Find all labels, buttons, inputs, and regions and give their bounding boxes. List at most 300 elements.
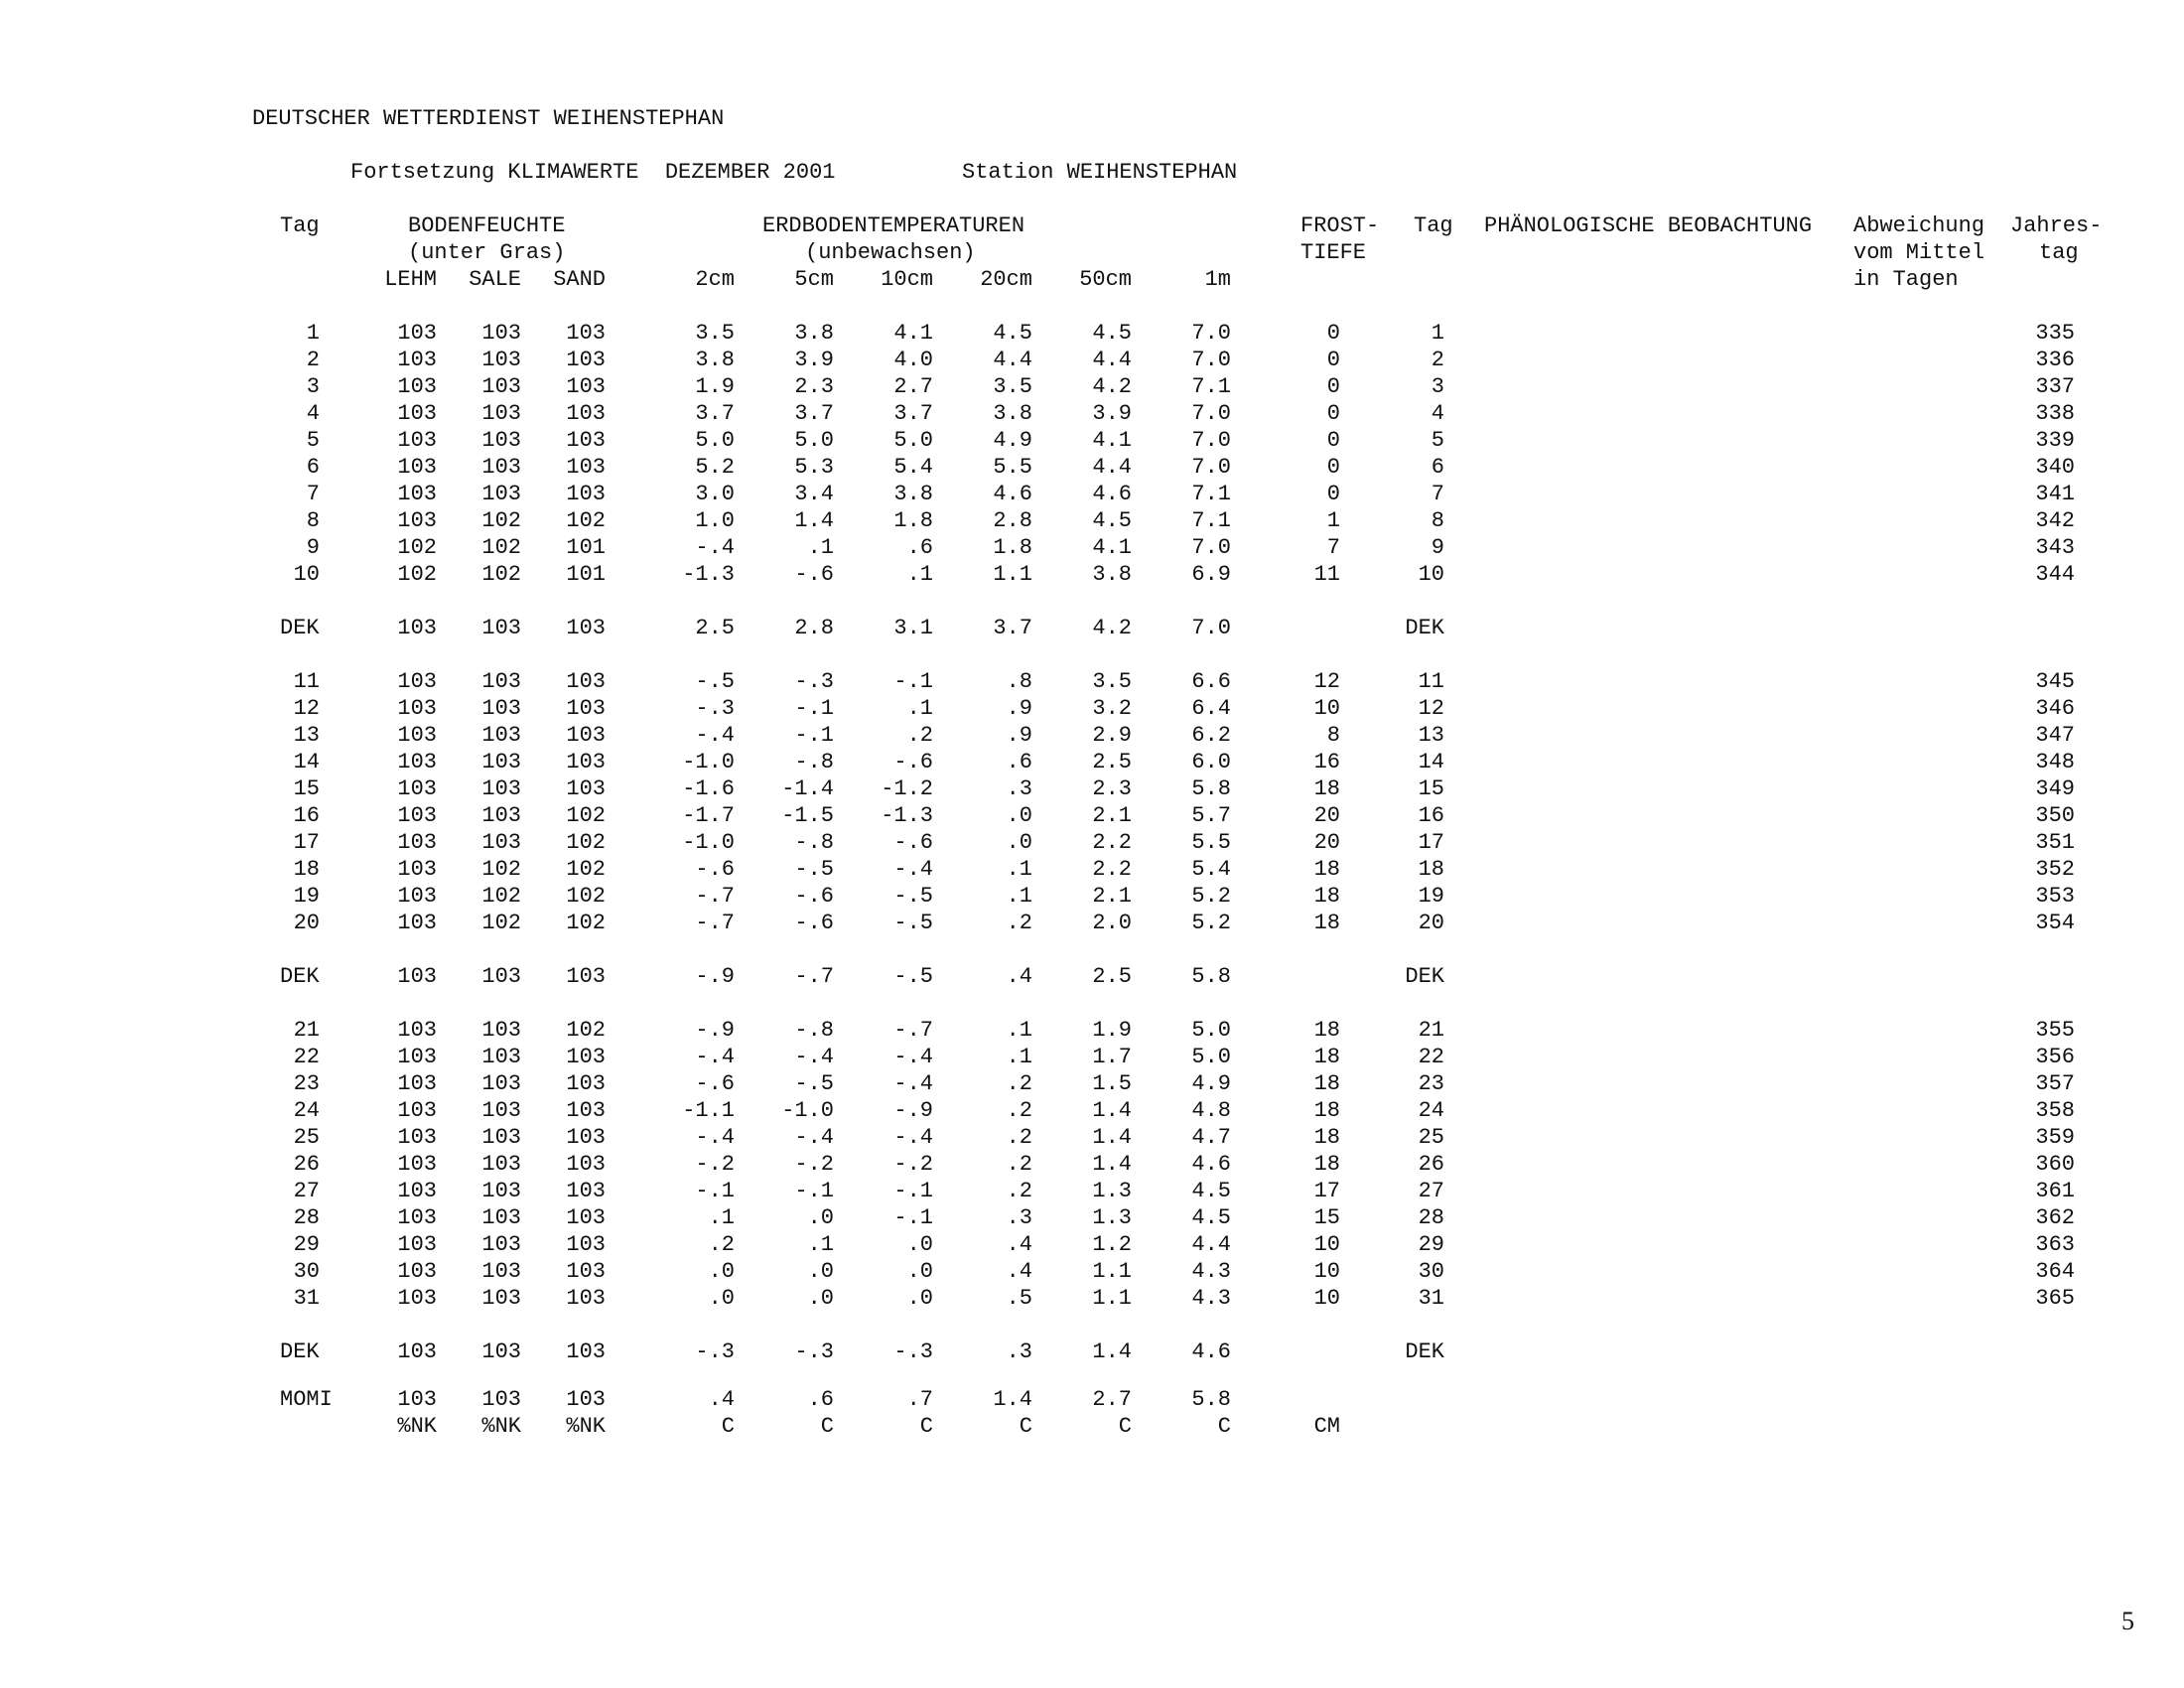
cell-t5cm: -.3 [794, 669, 834, 694]
cell-t10cm: -.4 [893, 1045, 933, 1069]
cell-sale: 103 [481, 964, 521, 989]
cell-t5cm: .0 [807, 1286, 834, 1311]
cell-t2cm: 1.0 [695, 508, 735, 533]
cell-t50cm: 4.5 [1092, 508, 1132, 533]
cell-t10cm: .6 [906, 535, 933, 560]
cell-t20cm: 3.7 [993, 616, 1032, 640]
cell-sale: 103 [481, 1152, 521, 1177]
cell-tag2: DEK [1405, 616, 1444, 640]
cell-tag2: 6 [1431, 455, 1444, 480]
cell-tag: 26 [293, 1152, 320, 1177]
cell-tag: DEK [280, 1339, 320, 1364]
cell-jahrestag: 362 [2035, 1205, 2075, 1230]
cell-lehm: 103 [397, 803, 437, 828]
cell-t1m: 4.8 [1191, 1098, 1231, 1123]
cell-jahrestag: 358 [2035, 1098, 2075, 1123]
cell-tag: 15 [293, 776, 320, 801]
cell-t5cm: 2.3 [794, 374, 834, 399]
cell-t2cm: .0 [708, 1259, 735, 1284]
cell-t10cm: -.7 [893, 1018, 933, 1043]
cell-jahrestag: 356 [2035, 1045, 2075, 1069]
cell-tag2: 28 [1418, 1205, 1444, 1230]
table-row [0, 856, 2184, 883]
momi-t1m: 5.8 [1191, 1387, 1231, 1412]
cell-jahrestag: 342 [2035, 508, 2075, 533]
cell-sand: 102 [566, 1018, 606, 1043]
cell-frosttiefe: 0 [1326, 401, 1340, 426]
cell-jahrestag: 346 [2035, 696, 2075, 721]
cell-jahrestag: 364 [2035, 1259, 2075, 1284]
cell-t2cm: 3.5 [695, 321, 735, 346]
cell-lehm: 103 [397, 1125, 437, 1150]
col-unter-gras: (unter Gras) [408, 240, 566, 265]
unit-sale: %NK [481, 1414, 521, 1439]
cell-jahrestag: 365 [2035, 1286, 2075, 1311]
momi-t20cm: 1.4 [993, 1387, 1032, 1412]
cell-tag2: 22 [1418, 1045, 1444, 1069]
cell-tag: DEK [280, 964, 320, 989]
cell-sand: 103 [566, 964, 606, 989]
table-row [0, 722, 2184, 749]
table-row [0, 1178, 2184, 1204]
cell-t1m: 7.0 [1191, 321, 1231, 346]
cell-lehm: 103 [397, 1179, 437, 1203]
col-vom-mittel: vom Mittel [1853, 240, 1985, 265]
cell-lehm: 103 [397, 857, 437, 882]
cell-tag: 12 [293, 696, 320, 721]
cell-tag: 3 [306, 374, 320, 399]
cell-t20cm: 5.5 [993, 455, 1032, 480]
cell-t2cm: 2.5 [695, 616, 735, 640]
cell-jahrestag: 343 [2035, 535, 2075, 560]
cell-sand: 102 [566, 857, 606, 882]
cell-t2cm: 1.9 [695, 374, 735, 399]
cell-sale: 102 [481, 562, 521, 587]
cell-t1m: 7.1 [1191, 482, 1231, 506]
cell-t1m: 6.9 [1191, 562, 1231, 587]
cell-t10cm: 2.7 [893, 374, 933, 399]
cell-t50cm: 1.4 [1092, 1152, 1132, 1177]
cell-t10cm: -.4 [893, 857, 933, 882]
table-row [0, 668, 2184, 695]
cell-t5cm: -.8 [794, 1018, 834, 1043]
unit-t20cm: C [1019, 1414, 1032, 1439]
cell-frosttiefe: 18 [1313, 884, 1340, 909]
cell-sale: 103 [481, 1286, 521, 1311]
cell-frosttiefe: 17 [1313, 1179, 1340, 1203]
cell-frosttiefe: 18 [1313, 1098, 1340, 1123]
cell-t10cm: 4.1 [893, 321, 933, 346]
cell-lehm: 103 [397, 401, 437, 426]
table-row [0, 695, 2184, 722]
cell-t20cm: .2 [1006, 1071, 1032, 1096]
cell-t20cm: .2 [1006, 1125, 1032, 1150]
cell-t5cm: 1.4 [794, 508, 834, 533]
cell-t20cm: 1.1 [993, 562, 1032, 587]
cell-sand: 103 [566, 723, 606, 748]
table-row [0, 534, 2184, 561]
cell-t10cm: .1 [906, 562, 933, 587]
cell-t5cm: 5.3 [794, 455, 834, 480]
cell-t50cm: 4.2 [1092, 616, 1132, 640]
unit-lehm: %NK [397, 1414, 437, 1439]
cell-t1m: 5.7 [1191, 803, 1231, 828]
cell-t5cm: .0 [807, 1259, 834, 1284]
cell-tag2: 10 [1418, 562, 1444, 587]
col-5cm: 5cm [794, 267, 834, 292]
column-header-line-1 [0, 212, 2184, 239]
cell-t2cm: .0 [708, 1286, 735, 1311]
cell-t1m: 7.0 [1191, 455, 1231, 480]
cell-frosttiefe: 15 [1313, 1205, 1340, 1230]
table-row [0, 481, 2184, 507]
cell-tag2: 17 [1418, 830, 1444, 855]
cell-t1m: 4.9 [1191, 1071, 1231, 1096]
table-row [0, 802, 2184, 829]
cell-t5cm: 3.9 [794, 348, 834, 372]
cell-tag: 16 [293, 803, 320, 828]
cell-t1m: 4.3 [1191, 1259, 1231, 1284]
cell-sand: 103 [566, 1098, 606, 1123]
cell-t5cm: -.4 [794, 1045, 834, 1069]
cell-t20cm: .4 [1006, 964, 1032, 989]
cell-tag: 18 [293, 857, 320, 882]
unit-sand: %NK [566, 1414, 606, 1439]
column-header-line-2 [0, 239, 2184, 266]
cell-sand: 103 [566, 776, 606, 801]
cell-t50cm: 1.4 [1092, 1125, 1132, 1150]
cell-tag2: 11 [1418, 669, 1444, 694]
cell-t5cm: 3.8 [794, 321, 834, 346]
cell-t5cm: -.1 [794, 696, 834, 721]
cell-lehm: 103 [397, 669, 437, 694]
cell-t2cm: -1.6 [682, 776, 735, 801]
cell-sand: 103 [566, 669, 606, 694]
cell-tag: 24 [293, 1098, 320, 1123]
cell-lehm: 103 [397, 616, 437, 640]
cell-t2cm: -1.7 [682, 803, 735, 828]
cell-lehm: 103 [397, 911, 437, 935]
cell-sale: 103 [481, 830, 521, 855]
cell-sale: 103 [481, 1098, 521, 1123]
cell-frosttiefe: 10 [1313, 696, 1340, 721]
cell-t20cm: .3 [1006, 776, 1032, 801]
col-phaenologische-beobachtung: PHÄNOLOGISCHE BEOBACHTUNG [1484, 213, 1813, 238]
cell-tag: 14 [293, 750, 320, 774]
cell-sale: 103 [481, 1232, 521, 1257]
cell-tag: 9 [306, 535, 320, 560]
cell-t2cm: -.4 [695, 1045, 735, 1069]
cell-t50cm: 2.1 [1092, 803, 1132, 828]
cell-sand: 103 [566, 321, 606, 346]
cell-t5cm: -.6 [794, 884, 834, 909]
cell-sand: 103 [566, 1071, 606, 1096]
cell-t10cm: -.6 [893, 750, 933, 774]
cell-tag2: 3 [1431, 374, 1444, 399]
cell-t20cm: .2 [1006, 1179, 1032, 1203]
cell-frosttiefe: 20 [1313, 803, 1340, 828]
cell-tag2: 23 [1418, 1071, 1444, 1096]
cell-tag2: 24 [1418, 1098, 1444, 1123]
cell-tag: 8 [306, 508, 320, 533]
cell-t10cm: .0 [906, 1286, 933, 1311]
cell-t2cm: -.5 [695, 669, 735, 694]
cell-t20cm: 3.8 [993, 401, 1032, 426]
cell-t50cm: 4.1 [1092, 428, 1132, 453]
cell-t1m: 5.4 [1191, 857, 1231, 882]
cell-t5cm: 3.7 [794, 401, 834, 426]
cell-t5cm: -.6 [794, 911, 834, 935]
cell-tag: 13 [293, 723, 320, 748]
cell-frosttiefe: 12 [1313, 669, 1340, 694]
cell-t10cm: -.1 [893, 1205, 933, 1230]
cell-tag2: 29 [1418, 1232, 1444, 1257]
col-1m: 1m [1204, 267, 1231, 292]
cell-t1m: 6.4 [1191, 696, 1231, 721]
col-20cm: 20cm [980, 267, 1032, 292]
cell-t1m: 4.6 [1191, 1339, 1231, 1364]
cell-t10cm: 5.0 [893, 428, 933, 453]
cell-jahrestag: 354 [2035, 911, 2075, 935]
cell-t20cm: .4 [1006, 1259, 1032, 1284]
cell-jahrestag: 344 [2035, 562, 2075, 587]
cell-tag2: 27 [1418, 1179, 1444, 1203]
cell-t2cm: -1.0 [682, 830, 735, 855]
cell-sand: 103 [566, 482, 606, 506]
cell-sale: 103 [481, 1259, 521, 1284]
cell-t2cm: -.7 [695, 911, 735, 935]
cell-t10cm: -.4 [893, 1071, 933, 1096]
cell-t10cm: -.2 [893, 1152, 933, 1177]
cell-t5cm: -.2 [794, 1152, 834, 1177]
cell-sale: 103 [481, 374, 521, 399]
cell-frosttiefe: 16 [1313, 750, 1340, 774]
cell-sand: 103 [566, 1125, 606, 1150]
cell-t1m: 4.6 [1191, 1152, 1231, 1177]
cell-t1m: 5.2 [1191, 884, 1231, 909]
cell-t50cm: 1.3 [1092, 1179, 1132, 1203]
cell-t10cm: -.5 [893, 911, 933, 935]
cell-t20cm: .3 [1006, 1339, 1032, 1364]
col-2cm: 2cm [695, 267, 735, 292]
table-row [0, 883, 2184, 910]
table-row [0, 373, 2184, 400]
unit-t50cm: C [1118, 1414, 1132, 1439]
cell-t10cm: -.3 [893, 1339, 933, 1364]
cell-t5cm: 3.4 [794, 482, 834, 506]
cell-lehm: 103 [397, 1259, 437, 1284]
cell-sand: 103 [566, 616, 606, 640]
cell-lehm: 102 [397, 535, 437, 560]
cell-tag: 5 [306, 428, 320, 453]
dekade-summary-row [0, 963, 2184, 990]
cell-t1m: 4.5 [1191, 1205, 1231, 1230]
cell-t10cm: -.5 [893, 964, 933, 989]
col-bodenfeuchte: BODENFEUCHTE [408, 213, 566, 238]
cell-lehm: 103 [397, 374, 437, 399]
cell-t10cm: -1.3 [881, 803, 933, 828]
cell-lehm: 103 [397, 1205, 437, 1230]
cell-jahrestag: 340 [2035, 455, 2075, 480]
cell-t20cm: 4.4 [993, 348, 1032, 372]
cell-sale: 103 [481, 1125, 521, 1150]
cell-jahrestag: 341 [2035, 482, 2075, 506]
cell-jahrestag: 335 [2035, 321, 2075, 346]
cell-t5cm: -.3 [794, 1339, 834, 1364]
table-row [0, 1258, 2184, 1285]
cell-jahrestag: 339 [2035, 428, 2075, 453]
cell-t2cm: .1 [708, 1205, 735, 1230]
cell-t5cm: -.1 [794, 1179, 834, 1203]
cell-jahrestag: 355 [2035, 1018, 2075, 1043]
cell-frosttiefe: 10 [1313, 1232, 1340, 1257]
cell-sand: 101 [566, 535, 606, 560]
cell-t10cm: -.4 [893, 1125, 933, 1150]
momi-label: MOMI [280, 1387, 333, 1412]
cell-t50cm: 4.4 [1092, 348, 1132, 372]
cell-t2cm: -.6 [695, 857, 735, 882]
cell-jahrestag: 350 [2035, 803, 2075, 828]
cell-tag2: 4 [1431, 401, 1444, 426]
cell-lehm: 103 [397, 723, 437, 748]
cell-tag2: 7 [1431, 482, 1444, 506]
cell-sand: 103 [566, 1259, 606, 1284]
cell-t5cm: .0 [807, 1205, 834, 1230]
cell-t20cm: 4.6 [993, 482, 1032, 506]
cell-tag2: 13 [1418, 723, 1444, 748]
cell-lehm: 103 [397, 508, 437, 533]
cell-sale: 103 [481, 1071, 521, 1096]
cell-t50cm: 2.2 [1092, 857, 1132, 882]
cell-lehm: 103 [397, 1045, 437, 1069]
cell-t2cm: -.9 [695, 964, 735, 989]
cell-t20cm: 4.5 [993, 321, 1032, 346]
cell-t10cm: 3.7 [893, 401, 933, 426]
cell-jahrestag: 338 [2035, 401, 2075, 426]
cell-t10cm: 5.4 [893, 455, 933, 480]
station-name: Station WEIHENSTEPHAN [962, 160, 1238, 185]
cell-t50cm: 1.4 [1092, 1098, 1132, 1123]
cell-jahrestag: 347 [2035, 723, 2075, 748]
cell-jahrestag: 359 [2035, 1125, 2075, 1150]
cell-t2cm: -.3 [695, 1339, 735, 1364]
cell-frosttiefe: 18 [1313, 1045, 1340, 1069]
report-subtitle: Fortsetzung KLIMAWERTE DEZEMBER 2001 [350, 160, 836, 185]
momi-row [0, 1386, 2184, 1413]
cell-sale: 102 [481, 535, 521, 560]
col-50cm: 50cm [1079, 267, 1132, 292]
cell-t20cm: .3 [1006, 1205, 1032, 1230]
cell-t2cm: -.3 [695, 696, 735, 721]
cell-t1m: 4.5 [1191, 1179, 1231, 1203]
cell-t20cm: .9 [1006, 696, 1032, 721]
cell-frosttiefe: 10 [1313, 1259, 1340, 1284]
cell-t50cm: 1.1 [1092, 1259, 1132, 1284]
cell-sand: 103 [566, 428, 606, 453]
cell-t50cm: 4.5 [1092, 321, 1132, 346]
col-tag-2: Tag [1414, 213, 1453, 238]
cell-tag: 27 [293, 1179, 320, 1203]
momi-t10cm: .7 [906, 1387, 933, 1412]
table-row [0, 561, 2184, 588]
cell-lehm: 103 [397, 1018, 437, 1043]
cell-t5cm: 2.8 [794, 616, 834, 640]
cell-t1m: 7.0 [1191, 401, 1231, 426]
cell-t50cm: 3.9 [1092, 401, 1132, 426]
cell-frosttiefe: 18 [1313, 1152, 1340, 1177]
cell-t50cm: 4.6 [1092, 482, 1132, 506]
cell-frosttiefe: 0 [1326, 455, 1340, 480]
cell-t5cm: -.4 [794, 1125, 834, 1150]
cell-frosttiefe: 7 [1326, 535, 1340, 560]
cell-tag2: 30 [1418, 1259, 1444, 1284]
col-unbewachsen: (unbewachsen) [805, 240, 976, 265]
cell-t20cm: 4.9 [993, 428, 1032, 453]
cell-sale: 103 [481, 1339, 521, 1364]
cell-tag: 11 [293, 669, 320, 694]
momi-t50cm: 2.7 [1092, 1387, 1132, 1412]
cell-t50cm: 3.2 [1092, 696, 1132, 721]
cell-t50cm: 1.5 [1092, 1071, 1132, 1096]
cell-t50cm: 2.0 [1092, 911, 1132, 935]
cell-lehm: 103 [397, 750, 437, 774]
cell-frosttiefe: 18 [1313, 911, 1340, 935]
cell-t10cm: 3.8 [893, 482, 933, 506]
table-row [0, 1070, 2184, 1097]
cell-tag2: DEK [1405, 1339, 1444, 1364]
cell-sand: 103 [566, 1152, 606, 1177]
cell-t10cm: -.1 [893, 1179, 933, 1203]
table-row [0, 507, 2184, 534]
cell-lehm: 103 [397, 1152, 437, 1177]
col-sale: SALE [469, 267, 521, 292]
cell-sale: 103 [481, 669, 521, 694]
cell-lehm: 103 [397, 1232, 437, 1257]
cell-lehm: 103 [397, 1071, 437, 1096]
cell-t50cm: 4.1 [1092, 535, 1132, 560]
cell-t5cm: 5.0 [794, 428, 834, 453]
cell-frosttiefe: 0 [1326, 482, 1340, 506]
cell-sale: 102 [481, 857, 521, 882]
cell-sale: 103 [481, 348, 521, 372]
cell-lehm: 103 [397, 1098, 437, 1123]
cell-t50cm: 2.5 [1092, 964, 1132, 989]
unit-t5cm: C [820, 1414, 834, 1439]
cell-sale: 103 [481, 401, 521, 426]
cell-t50cm: 3.5 [1092, 669, 1132, 694]
cell-t20cm: 2.8 [993, 508, 1032, 533]
header-subtitle-line [0, 159, 2184, 186]
cell-t2cm: -.1 [695, 1179, 735, 1203]
cell-t20cm: .5 [1006, 1286, 1032, 1311]
cell-sand: 102 [566, 508, 606, 533]
table-row [0, 829, 2184, 856]
cell-sand: 103 [566, 401, 606, 426]
momi-t2cm: .4 [708, 1387, 735, 1412]
cell-sale: 103 [481, 750, 521, 774]
units-row [0, 1413, 2184, 1440]
dekade-summary-row [0, 615, 2184, 641]
cell-t20cm: .9 [1006, 723, 1032, 748]
cell-t2cm: 5.2 [695, 455, 735, 480]
cell-t20cm: .8 [1006, 669, 1032, 694]
cell-sale: 103 [481, 616, 521, 640]
cell-sand: 103 [566, 1339, 606, 1364]
cell-tag: 28 [293, 1205, 320, 1230]
cell-sand: 102 [566, 830, 606, 855]
cell-tag2: 14 [1418, 750, 1444, 774]
cell-t1m: 4.4 [1191, 1232, 1231, 1257]
